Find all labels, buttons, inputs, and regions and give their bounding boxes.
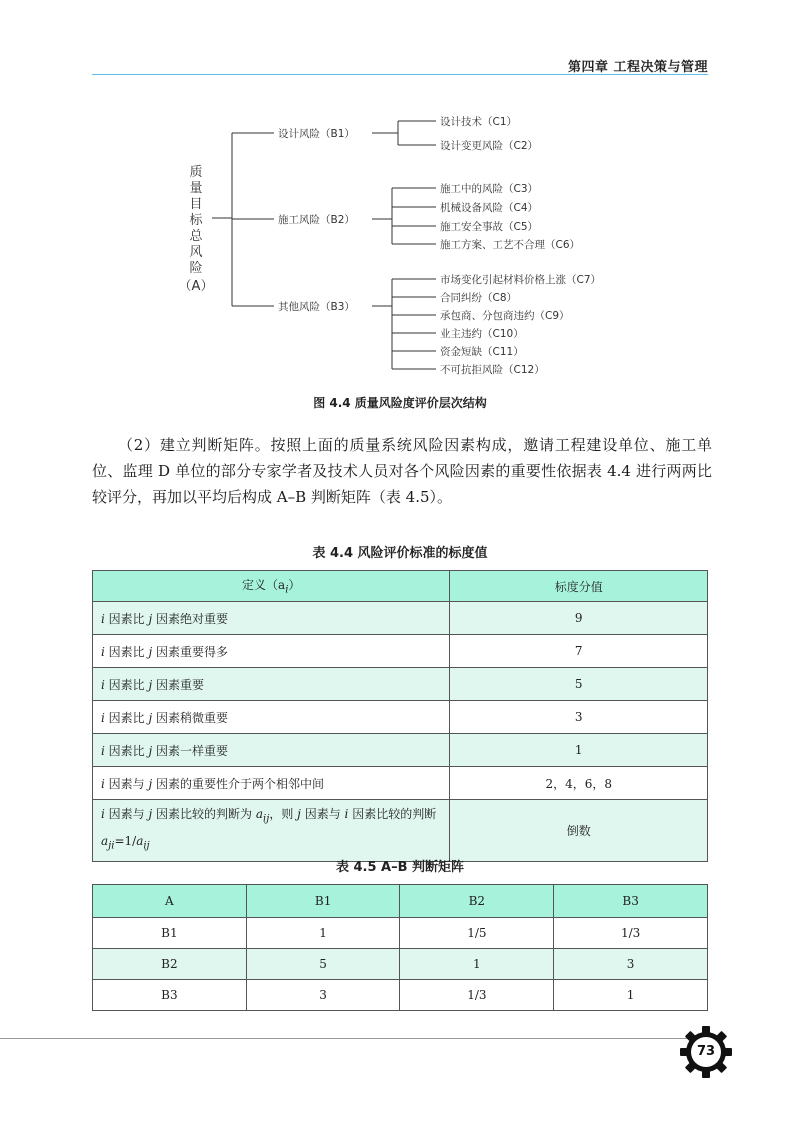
table-cell: 3 <box>246 980 400 1011</box>
root-char: 质 <box>189 165 203 180</box>
node-c5: 施工安全事故（C5） <box>440 221 539 233</box>
node-c1: 设计技术（C1） <box>440 116 518 128</box>
node-c12: 不可抗拒风险（C12） <box>440 364 545 376</box>
table-row <box>93 734 708 767</box>
table-header-row <box>93 885 708 918</box>
table-4-4-caption: 表 4.4 风险评价标准的标度值 <box>312 546 488 561</box>
definition-cell: i 因素与 j 因素比较的判断为 $a_{ij}$，则 j 因素与 i 因素比较的判断 $a_{ji}=1/a_{ij}$ <box>93 800 450 862</box>
definition-cell: i 因素比 j 因素重要得多 <box>93 635 450 668</box>
node-c11: 资金短缺（C11） <box>440 346 524 358</box>
table-4-5-caption: 表 4.5 A–B 判断矩阵 <box>335 860 465 875</box>
table-4-4 <box>92 570 708 862</box>
col-header: B2 <box>400 885 554 918</box>
root-char: 标 <box>189 213 203 228</box>
node-c2: 设计变更风险（C2） <box>440 140 539 152</box>
table-row <box>93 918 708 949</box>
table-cell: 1 <box>400 949 554 980</box>
scale-cell: 2，4，6，8 <box>450 767 708 800</box>
table-row <box>93 635 708 668</box>
table-cell: B3 <box>93 980 247 1011</box>
col-header-definition: 定义$(a_i)$ <box>93 571 450 602</box>
scale-cell: 5 <box>450 668 708 701</box>
definition-cell: i 因素比 j 因素绝对重要 <box>93 602 450 635</box>
scale-cell: 3 <box>450 701 708 734</box>
node-c8: 合同纠纷（C8） <box>440 292 518 304</box>
root-char: （A） <box>178 279 214 294</box>
table-cell: B1 <box>93 918 247 949</box>
scale-cell: 1 <box>450 734 708 767</box>
node-c4: 机械设备风险（C4） <box>440 202 539 214</box>
risk-hierarchy-diagram <box>0 0 800 420</box>
table-header-row <box>93 571 708 602</box>
node-b3: 其他风险（B3） <box>278 301 355 313</box>
table-row <box>93 602 708 635</box>
table-4-5 <box>92 884 708 1011</box>
definition-cell: i 因素比 j 因素重要 <box>93 668 450 701</box>
node-c3: 施工中的风险（C3） <box>440 183 539 195</box>
table-row <box>93 980 708 1011</box>
table-row <box>93 701 708 734</box>
node-c10: 业主违约（C10） <box>440 328 524 340</box>
chapter-title: 第四章 工程决策与管理 <box>567 60 708 75</box>
root-char: 风 <box>189 245 203 260</box>
table-row <box>93 767 708 800</box>
table-cell: 1/3 <box>400 980 554 1011</box>
table-cell: 1/3 <box>554 918 708 949</box>
table-row <box>93 668 708 701</box>
col-header: B1 <box>246 885 400 918</box>
node-b2: 施工风险（B2） <box>278 214 355 226</box>
page-number: 73 <box>696 1044 716 1059</box>
table-cell: 1 <box>246 918 400 949</box>
node-c9: 承包商、分包商违约（C9） <box>440 310 570 322</box>
table-cell: 1 <box>554 980 708 1011</box>
footer-rule <box>0 1038 690 1039</box>
definition-cell: i 因素比 j 因素稍微重要 <box>93 701 450 734</box>
definition-cell: i 因素与 j 因素的重要性介于两个相邻中间 <box>93 767 450 800</box>
col-header-scale: 标度分值 <box>450 571 708 602</box>
node-c7: 市场变化引起材料价格上涨（C7） <box>440 274 602 286</box>
root-node <box>179 165 214 294</box>
scale-cell: 9 <box>450 602 708 635</box>
figure-caption: 图 4.4 质量风险度评价层次结构 <box>313 396 487 410</box>
scale-cell: 7 <box>450 635 708 668</box>
col-header: A <box>93 885 247 918</box>
root-char: 险 <box>189 261 203 276</box>
col-header: B3 <box>554 885 708 918</box>
definition-cell: i 因素比 j 因素一样重要 <box>93 734 450 767</box>
table-cell: 3 <box>554 949 708 980</box>
table-row <box>93 949 708 980</box>
table-cell: 5 <box>246 949 400 980</box>
root-char: 目 <box>189 197 203 212</box>
root-char: 总 <box>189 229 203 244</box>
table-cell: 1/5 <box>400 918 554 949</box>
node-b1: 设计风险（B1） <box>278 128 355 140</box>
scale-cell: 倒数 <box>450 800 708 862</box>
table-cell: B2 <box>93 949 247 980</box>
body-paragraph: （2）建立判断矩阵。按照上面的质量系统风险因素构成，邀请工程建设单位、施工单位、监理 D 单位的部分专家学者及技术人员对各个风险因素的重要性依据表 4.4 进行两两比较评分，再加以平均后构成 A–B 判断矩阵（表 4.5）。 <box>92 436 712 506</box>
node-c6: 施工方案、工艺不合理（C6） <box>440 239 581 251</box>
root-char: 量 <box>189 181 203 196</box>
table-row <box>93 800 708 862</box>
